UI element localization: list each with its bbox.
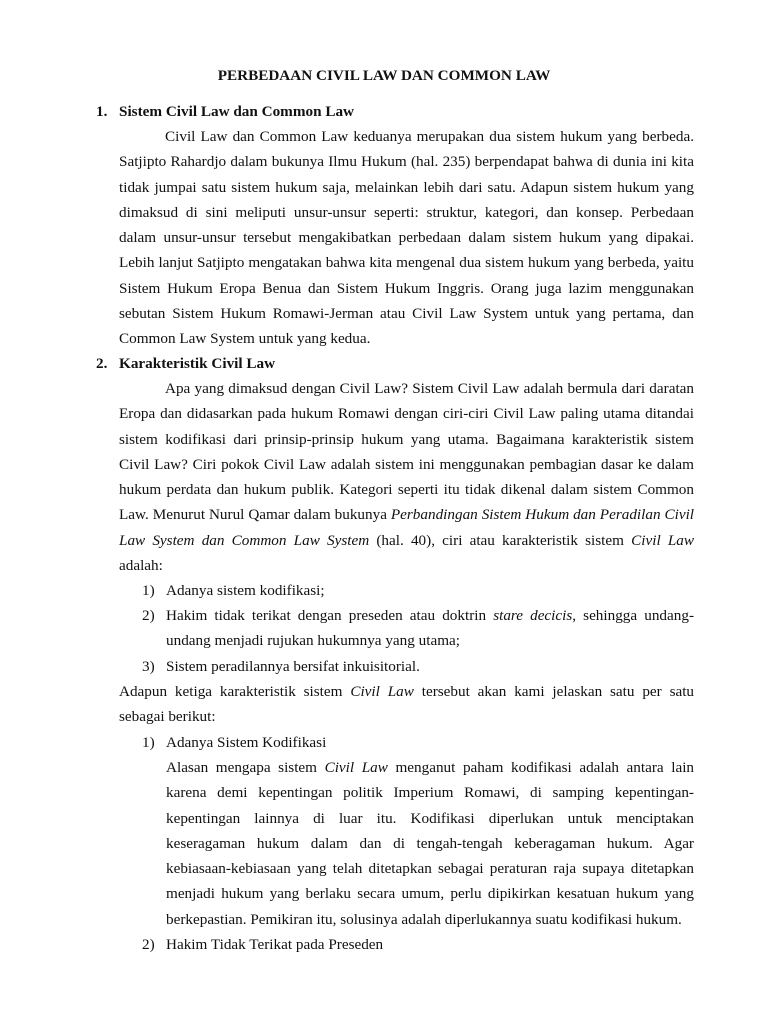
- civil-law-italic: Civil Law: [324, 759, 388, 776]
- section-2-paragraph-pre: Apa yang dimaksud dengan Civil Law? Sistem Civil Law adalah bermula dari daratan Eropa dan didasarkan pada hukum Romawi dengan ciri-ciri Civil Law paling utama ditandai sistem kodifikasi dari prinsip-prinsip hukum yang utama. Bagaimana karakteristik sistem Civil Law? Ciri pokok Civil Law adalah sistem ini menggunakan pembagian dasar ke dalam hukum perdata dan hukum publik. Kategori seperti itu tidak dikenal dalam sistem Common Law. Menurut Nurul Qamar dalam bukunya: [119, 380, 694, 524]
- civil-law-italic: Civil Law: [350, 683, 414, 700]
- stare-decicis-italic: stare decicis: [493, 607, 573, 624]
- followup-paragraph: Adapun ketiga karakteristik sistem Civil Law tersebut akan kami jelaskan satu per satu sebagai berikut:: [119, 683, 695, 726]
- list-item: [142, 578, 694, 603]
- subsection-1-heading: [142, 730, 694, 755]
- list-item-number: 2): [142, 607, 155, 624]
- list-item-text-post: , sehingga undang-undang menjadi rujukan hukumnya yang utama;: [166, 607, 695, 650]
- section-1-heading: [96, 102, 354, 122]
- section-2-paragraph-mid: (hal. 40), ciri atau karakteristik sistem: [376, 531, 624, 549]
- list-item-text-pre: Hakim tidak terikat dengan preseden atau doktrin: [166, 607, 487, 624]
- section-1-paragraph: Civil Law dan Common Law keduanya merupakan dua sistem hukum yang berbeda. Satjipto Rahardjo dalam bukunya Ilmu Hukum (hal. 235) berpendapat bahwa di dunia ini kita tidak jumpai satu sistem hukum saja, melainkan lebih dari satu. Adapun sistem hukum yang dimaksud di sini meliputi unsur-unsur seperti: struktur, kategori, dan konsep. Perbedaan dalam unsur-unsur tersebut mengakibatkan perbedaan dalam sistem hukum yang dipakai. Lebih lanjut Satjipto mengatakan bahwa kita mengenal dua sistem hukum yang berbeda, yaitu Sistem Hukum Eropa Benua dan Sistem Hukum Inggris. Orang juga lazim menggunakan sebutan Sistem Hukum Romawi-Jerman atau Civil Law System untuk yang pertama, dan Common Law System untuk yang kedua.: [119, 128, 694, 348]
- book-title: Perbandingan Sistem Hukum dan Peradilan Civil Law System dan Common Law System: [119, 506, 695, 549]
- list-item-text: Adanya sistem kodifikasi;: [166, 582, 325, 599]
- subsection-2-title: Hakim Tidak Terikat pada Preseden: [166, 936, 384, 953]
- list-item-number: 3): [142, 658, 155, 675]
- section-2-heading: [96, 354, 275, 374]
- list-item: [142, 603, 694, 654]
- civil-law-italic: Civil Law: [631, 531, 695, 549]
- subsection-2-heading: [142, 932, 694, 957]
- section-1-number: 1.: [96, 103, 108, 120]
- subsection-2-number: 2): [142, 936, 155, 953]
- page-title: PERBEDAAN CIVIL LAW DAN COMMON LAW: [217, 67, 551, 84]
- list-item: [142, 654, 694, 679]
- section-2-number: 2.: [96, 355, 108, 372]
- section-2-title: Karakteristik Civil Law: [119, 355, 276, 372]
- list-item-number: 1): [142, 582, 155, 599]
- section-2-paragraph-post: adalah:: [119, 557, 163, 575]
- subsection-1-title: Adanya Sistem Kodifikasi: [166, 734, 327, 751]
- subsection-1-number: 1): [142, 734, 155, 751]
- section-1-title: Sistem Civil Law dan Common Law: [119, 103, 355, 120]
- subsection-1-paragraph: Alasan mengapa sistem Civil Law menganut paham kodifikasi adalah antara lain karena demi kepentingan politik Imperium Romawi, di samping kepentingan-kepentingan lainnya di luar itu. Kodifikasi diperlukan untuk menciptakan keseragaman hukum dalam dan di tengah-tengah keberagaman hukum. Agar kebiasaan-kebiasaan yang telah ditetapkan sebagai peraturan raja supaya ditetapkan menjadi hukum yang berlaku secara umum, perlu dipikirkan kesatuan hukum yang berkepastian. Pemikiran itu, solusinya adalah diperlukannya suatu kodifikasi hukum.: [166, 759, 695, 928]
- section-2-paragraph: [119, 376, 694, 578]
- list-item-text: Sistem peradilannya bersifat inkuisitorial.: [166, 658, 420, 675]
